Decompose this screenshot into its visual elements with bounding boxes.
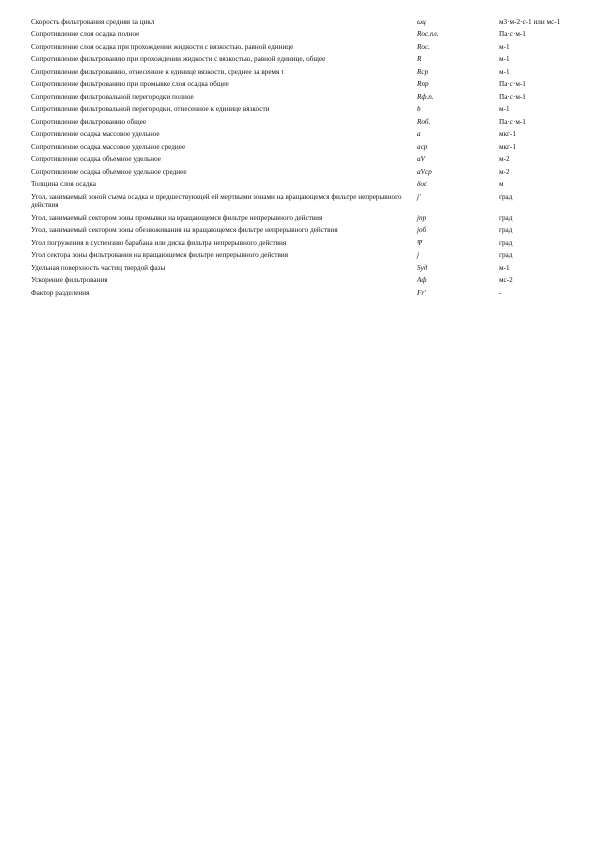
term-symbol: δос [417, 180, 428, 189]
term-name: Сопротивление фильтрованию при прохождении жидкости с вязкостью, равной единице, общее [31, 55, 326, 64]
term-name: Сопротивление осадка массовое удельное [31, 130, 160, 139]
term-symbol: Rос.пл. [417, 30, 439, 39]
term-symbol: b [417, 105, 421, 114]
term-unit: м-2 [499, 155, 510, 164]
term-unit: м-2 [499, 167, 510, 176]
term-unit: м-1 [499, 42, 510, 51]
term-symbol: Rос. [417, 42, 430, 51]
term-symbol: Fr' [417, 288, 426, 297]
term-unit: град [499, 238, 513, 247]
term-unit: м-1 [499, 105, 510, 114]
term-name: Угол погружения в суспензию барабана или диска фильтра непрерывного действия [31, 238, 287, 247]
term-name: Ускорение фильтрования [31, 276, 108, 285]
term-name: Сопротивление слоя осадка при прохождении жидкости с вязкостью, равной единице [31, 42, 294, 51]
term-symbol: Aф [417, 276, 427, 285]
table-row [31, 251, 571, 260]
term-name: Сопротивление осадка объемное удельное [31, 155, 161, 164]
table-row [31, 143, 571, 152]
term-unit: Па·с·м-1 [499, 30, 526, 39]
table-row [31, 80, 571, 89]
term-symbol: R [417, 55, 422, 64]
table-row [31, 276, 571, 285]
term-name: Удельная поверхность частиц твердой фазы [31, 263, 166, 272]
table-row [31, 55, 571, 64]
terms-table [31, 18, 571, 301]
term-name: Фактор разделения [31, 288, 90, 297]
term-name: Сопротивление фильтрованию общее [31, 117, 147, 126]
table-row [31, 68, 571, 77]
term-symbol: Ψ [417, 238, 423, 247]
term-name: Угол сектора зоны фильтрования на вращающемся фильтре непрерывного действия [31, 251, 289, 260]
term-name: Толщина слоя осадка [31, 180, 96, 189]
table-row [31, 168, 571, 177]
table-row [31, 264, 571, 273]
term-name: Угол, занимаемый сектором зоны обезвоживания на вращающемся фильтре непрерывного действия [31, 226, 338, 235]
term-unit: Па·с·м-1 [499, 117, 526, 126]
term-name: Сопротивление фильтровальной перегородки, отнесенное к единице вязкости [31, 105, 270, 114]
term-unit: - [499, 288, 502, 297]
term-unit: мкг-1 [499, 142, 516, 151]
table-row [31, 214, 571, 223]
table-row [31, 155, 571, 164]
term-unit: град [499, 226, 513, 235]
term-symbol: j' [417, 192, 421, 201]
table-row [31, 226, 571, 235]
table-row [31, 43, 571, 52]
term-symbol: aVcp [417, 167, 432, 176]
table-row [31, 18, 571, 27]
term-symbol: Rф.п. [417, 92, 434, 101]
term-symbol: Rср [417, 67, 429, 76]
table-row [31, 289, 571, 298]
term-symbol: aV [417, 155, 425, 164]
term-unit: м-1 [499, 55, 510, 64]
term-symbol: Sуд [417, 263, 428, 272]
term-symbol: j [417, 251, 419, 260]
table-row [31, 93, 571, 102]
term-unit: град [499, 213, 513, 222]
table-row [31, 105, 571, 114]
term-unit: град [499, 251, 513, 260]
term-unit: м-1 [499, 263, 510, 272]
term-name: Сопротивление фильтрованию при промывке слоя осадка общее [31, 80, 229, 89]
term-unit: м-1 [499, 67, 510, 76]
term-unit: Па·с·м-1 [499, 80, 526, 89]
term-symbol: ωц [417, 18, 426, 26]
term-symbol: Rоб. [417, 117, 431, 126]
table-row [31, 180, 571, 189]
term-name: Угол, занимаемый сектором зоны промывки на вращающемся фильтре непрерывного действия [31, 213, 323, 222]
term-symbol: jпр [417, 213, 427, 222]
term-unit: мс-2 [499, 276, 513, 285]
table-row [31, 118, 571, 127]
term-name: Сопротивление фильтрованию, отнесенное к единице вязкости, среднее за время τ [31, 67, 285, 76]
term-name: Сопротивление осадка объемное удельное среднее [31, 167, 187, 176]
table-row [31, 239, 571, 248]
term-name: Сопротивление осадка массовое удельное среднее [31, 142, 186, 151]
term-symbol: jоб [417, 226, 427, 235]
term-unit: град [499, 192, 513, 201]
term-name: Скорость фильтрования средняя за цикл [31, 18, 155, 26]
term-symbol: Rпр [417, 80, 429, 89]
term-unit: м3·м-2·с-1 или мс-1 [499, 18, 561, 26]
term-unit: м [499, 180, 504, 189]
term-name: Сопротивление фильтровальной перегородки полное [31, 92, 194, 101]
term-unit: мкг-1 [499, 130, 516, 139]
table-row [31, 193, 571, 210]
term-unit: Па·с·м-1 [499, 92, 526, 101]
term-symbol: acp [417, 142, 428, 151]
term-symbol: a [417, 130, 421, 139]
term-name: Угол, занимаемый зоной съема осадка и предшествующей ей мертвыми зонами на вращающемся фильтре непрерывного действия [31, 192, 402, 210]
table-row [31, 30, 571, 39]
term-name: Сопротивление слоя осадка полное [31, 30, 140, 39]
table-row [31, 130, 571, 139]
